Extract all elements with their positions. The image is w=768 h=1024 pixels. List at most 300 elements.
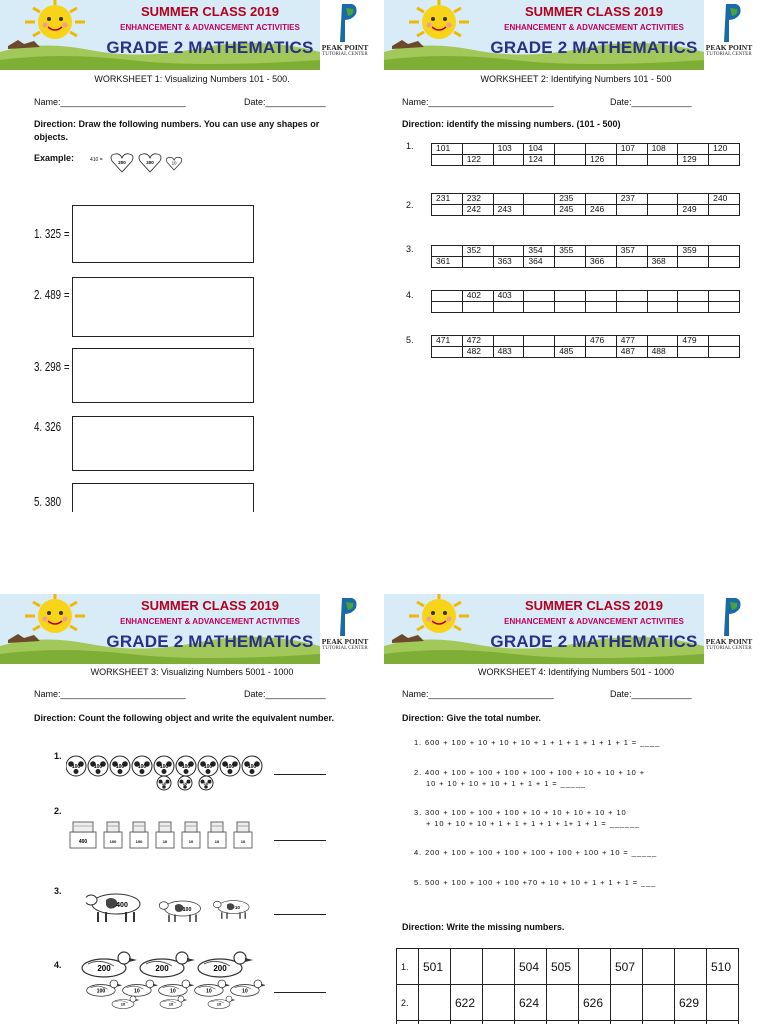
blank-cell[interactable] xyxy=(493,246,524,257)
number-cell: 624 xyxy=(515,985,547,1021)
object-value-label: 10 xyxy=(134,988,140,995)
number-cell: 472 xyxy=(462,336,493,347)
row-label xyxy=(397,1021,419,1024)
number-cell: 626 xyxy=(579,985,611,1021)
soccer-ball-icon xyxy=(178,776,192,790)
soccer-ball-icon xyxy=(220,756,240,776)
object-value-label: 10 xyxy=(168,1001,174,1007)
blank-cell[interactable] xyxy=(432,302,463,313)
sum-text: + 10 + 10 + 10 + 1 + 1 + 1 + 1 + 1+ 1 + 1 = ______ xyxy=(426,819,641,828)
number-cell: 120 xyxy=(709,144,740,155)
cash-register-icon xyxy=(182,822,200,848)
worksheet-title: WORKSHEET 1: Visualizing Numbers 101 - 500. xyxy=(94,74,290,84)
worksheet-2 xyxy=(384,0,768,512)
item-label: 2. 489 = xyxy=(34,287,70,302)
blank-cell[interactable] xyxy=(585,144,616,155)
number-cell: 363 xyxy=(493,257,524,268)
worksheet-title: WORKSHEET 3: Visualizing Numbers 5001 - 1000 xyxy=(90,667,294,677)
object-value-label: 10 xyxy=(216,1001,222,1007)
blank-cell[interactable] xyxy=(462,302,493,313)
number-cell: 485 xyxy=(555,347,586,358)
blank-cell[interactable] xyxy=(524,291,555,302)
name-field: Name:_________________________ xyxy=(34,689,186,699)
soccer-ball-icon xyxy=(132,756,152,776)
name-field: Name:_________________________ xyxy=(402,97,554,107)
blank-cell[interactable] xyxy=(647,302,678,313)
ducks-image xyxy=(70,950,265,1010)
number-cell: 242 xyxy=(462,205,493,216)
blank-cell[interactable] xyxy=(643,949,675,985)
cash-register-icon xyxy=(156,822,174,848)
grid-row xyxy=(432,257,740,268)
banner-grade: GRADE 2 MATHEMATICS xyxy=(490,632,698,651)
item-label: 2. xyxy=(54,806,62,816)
logo-name: PEAK POINT xyxy=(321,43,369,52)
number-cell: 477 xyxy=(616,336,647,347)
blank-cell[interactable] xyxy=(432,205,463,216)
number-grid xyxy=(431,335,740,358)
duck-icon xyxy=(231,980,265,996)
number-cell: 107 xyxy=(616,144,647,155)
blank-cell[interactable] xyxy=(585,194,616,205)
row-label: 1. xyxy=(406,141,414,151)
blank-cell[interactable] xyxy=(579,1021,611,1024)
grid-row xyxy=(432,336,740,347)
soccer-ball-icon xyxy=(66,756,86,776)
blank-cell[interactable] xyxy=(524,194,555,205)
number-cell: 622 xyxy=(451,985,483,1021)
object-value-label: 10 xyxy=(203,781,209,786)
number-cell: 359 xyxy=(678,246,709,257)
number-cell: 124 xyxy=(524,155,555,166)
blank-cell[interactable] xyxy=(643,1021,675,1024)
heart-icon xyxy=(139,154,161,172)
blank-cell[interactable] xyxy=(585,246,616,257)
drawing-box[interactable] xyxy=(72,277,254,337)
number-cell: 507 xyxy=(611,949,643,985)
banner-subtitle: ENHANCEMENT & ADVANCEMENT ACTIVITIES xyxy=(504,23,684,32)
blank-cell[interactable] xyxy=(524,205,555,216)
blank-cell[interactable] xyxy=(678,144,709,155)
blank-cell[interactable] xyxy=(709,246,740,257)
banner-grade: GRADE 2 MATHEMATICS xyxy=(106,38,314,57)
banner-title: SUMMER CLASS 2019 xyxy=(525,4,663,19)
object-value-label: 100 xyxy=(159,764,169,770)
duck-icon xyxy=(195,980,231,996)
object-value-label: 10 xyxy=(120,1001,126,1007)
banner xyxy=(0,594,384,664)
blank-cell[interactable] xyxy=(432,246,463,257)
answer-line[interactable] xyxy=(274,992,326,993)
object-value-label: 100 xyxy=(71,764,81,770)
object-value-label: 10 xyxy=(240,839,246,844)
blank-cell[interactable] xyxy=(675,1021,707,1024)
sum-text: 5. 500 + 100 + 100 + 100 +70 + 10 + 10 + 1 + 1 + 1 = ___ xyxy=(414,878,657,887)
number-cell: 245 xyxy=(555,205,586,216)
blank-cell[interactable] xyxy=(515,1021,547,1024)
number-cell: 355 xyxy=(555,246,586,257)
object-value-label: 200 xyxy=(213,964,227,973)
missing-numbers-table xyxy=(396,948,739,1024)
number-cell: 104 xyxy=(524,144,555,155)
blank-cell[interactable] xyxy=(483,949,515,985)
blank-cell[interactable] xyxy=(451,1021,483,1024)
cash-register-icon xyxy=(70,822,96,848)
drawing-box[interactable] xyxy=(72,348,254,403)
blank-cell[interactable] xyxy=(493,194,524,205)
logo-name: PEAK POINT xyxy=(705,637,753,646)
cow-icon xyxy=(86,894,140,922)
blank-cell[interactable] xyxy=(647,205,678,216)
sum-text: 1. 600 + 100 + 10 + 10 + 10 + 1 + 1 + 1 + 1 + 1 + 1 = ____ xyxy=(414,738,661,747)
number-cell: 231 xyxy=(432,194,463,205)
number-cell: 129 xyxy=(678,155,709,166)
banner xyxy=(384,594,768,664)
number-cell: 471 xyxy=(432,336,463,347)
object-value-label: 100 xyxy=(96,988,106,995)
soccer-ball-icon xyxy=(198,756,218,776)
blank-cell[interactable] xyxy=(547,1021,579,1024)
worksheet-title: WORKSHEET 2: Identifying Numbers 101 - 500 xyxy=(480,74,672,84)
row-label: 1. xyxy=(397,949,419,985)
blank-cell[interactable] xyxy=(709,302,740,313)
grid-row xyxy=(432,155,740,166)
blank-cell[interactable] xyxy=(709,347,740,358)
worksheet-4 xyxy=(384,594,768,1024)
cash-register-icon xyxy=(104,822,122,848)
number-cell: 237 xyxy=(616,194,647,205)
heart-icon xyxy=(111,154,133,172)
sum-problem xyxy=(414,807,640,829)
number-cell: 402 xyxy=(462,291,493,302)
blank-cell[interactable] xyxy=(555,155,586,166)
object-value-label: 10 xyxy=(162,839,168,844)
drawing-box[interactable] xyxy=(72,416,254,471)
object-value-label: 10 xyxy=(214,839,220,844)
blank-cell[interactable] xyxy=(585,302,616,313)
sum-problem xyxy=(414,847,657,858)
item-label: 1. xyxy=(54,751,62,761)
blank-cell[interactable] xyxy=(579,949,611,985)
cash-register-icon xyxy=(130,822,148,848)
example-hearts xyxy=(109,152,189,176)
blank-cell[interactable] xyxy=(709,257,740,268)
date-field: Date:____________ xyxy=(610,97,692,107)
blank-cell[interactable] xyxy=(555,302,586,313)
blank-cell[interactable] xyxy=(709,336,740,347)
row-label: 2. xyxy=(397,985,419,1021)
blank-cell[interactable] xyxy=(678,257,709,268)
blank-cell[interactable] xyxy=(493,336,524,347)
blank-cell[interactable] xyxy=(647,246,678,257)
duck-icon xyxy=(208,996,236,1009)
object-value-label: 10 xyxy=(242,988,248,995)
blank-cell[interactable] xyxy=(616,155,647,166)
number-cell: 101 xyxy=(432,144,463,155)
heart-label: 200 xyxy=(146,160,154,165)
sum-text: 10 + 10 + 10 + 10 + 1 + 1 + 1 = _____ xyxy=(426,779,586,788)
blank-cell[interactable] xyxy=(647,291,678,302)
direction: Direction: Draw the following numbers. You can use any shapes or objects. xyxy=(34,119,320,142)
grid-row xyxy=(432,291,740,302)
logo-name: PEAK POINT xyxy=(321,637,369,646)
object-value-label: 200 xyxy=(97,964,111,973)
cows-image xyxy=(86,888,266,924)
object-value-label: 10 xyxy=(161,781,167,786)
object-value-label: 100 xyxy=(181,764,191,770)
blank-cell[interactable] xyxy=(432,291,463,302)
blank-cell[interactable] xyxy=(524,347,555,358)
object-value-label: 100 xyxy=(203,764,213,770)
object-value-label: 10 xyxy=(182,781,188,786)
blank-cell[interactable] xyxy=(643,985,675,1021)
blank-cell[interactable] xyxy=(678,194,709,205)
soccer-ball-icon xyxy=(157,776,171,790)
grid-row xyxy=(432,205,740,216)
number-cell: 246 xyxy=(585,205,616,216)
duck-icon xyxy=(198,952,253,977)
banner xyxy=(384,0,768,70)
blank-cell[interactable] xyxy=(709,155,740,166)
blank-cell[interactable] xyxy=(709,291,740,302)
blank-cell[interactable] xyxy=(493,302,524,313)
soccer-ball-icon xyxy=(242,756,262,776)
worksheet-1 xyxy=(0,0,384,512)
number-cell: 352 xyxy=(462,246,493,257)
worksheet-3 xyxy=(0,594,384,1024)
row-label: 2. xyxy=(406,200,414,210)
blank-cell[interactable] xyxy=(493,155,524,166)
number-cell: 505 xyxy=(547,949,579,985)
blank-cell[interactable] xyxy=(462,257,493,268)
logo-sub: TUTORIAL CENTER xyxy=(706,52,752,57)
heart-label: 200 xyxy=(118,160,126,165)
duck-icon xyxy=(160,996,188,1009)
number-cell: 354 xyxy=(524,246,555,257)
blank-cell[interactable] xyxy=(585,347,616,358)
logo-name: PEAK POINT xyxy=(705,43,753,52)
blank-cell[interactable] xyxy=(451,949,483,985)
direction: Direction: Count the following object and write the equivalent number. xyxy=(34,713,335,723)
drawing-box[interactable] xyxy=(72,483,254,512)
direction: Direction: Write the missing numbers. xyxy=(402,922,565,932)
cash-registers-image xyxy=(66,818,271,854)
blank-cell[interactable] xyxy=(555,144,586,155)
blank-cell[interactable] xyxy=(419,985,451,1021)
row-label: 5. xyxy=(406,335,414,345)
direction: Direction: Give the total number. xyxy=(402,713,542,723)
blank-cell[interactable] xyxy=(547,985,579,1021)
grid-row xyxy=(432,246,740,257)
soccer-ball-icon xyxy=(176,756,196,776)
name-field: Name:_________________________ xyxy=(402,689,554,699)
number-cell: 476 xyxy=(585,336,616,347)
blank-cell[interactable] xyxy=(432,155,463,166)
table-row xyxy=(397,985,739,1021)
number-cell: 232 xyxy=(462,194,493,205)
cow-icon xyxy=(159,901,200,922)
sum-problem xyxy=(414,737,660,748)
duck-icon xyxy=(159,980,195,996)
duck-icon xyxy=(82,952,137,977)
heart-label: 10 xyxy=(171,160,177,166)
number-cell: 487 xyxy=(616,347,647,358)
duck-icon xyxy=(123,980,159,996)
logo-sub: TUTORIAL CENTER xyxy=(322,646,368,651)
blank-cell[interactable] xyxy=(678,302,709,313)
blank-cell[interactable] xyxy=(524,336,555,347)
blank-cell[interactable] xyxy=(555,291,586,302)
object-value-label: 100 xyxy=(115,764,125,770)
number-cell: 510 xyxy=(707,949,739,985)
number-grid xyxy=(431,143,740,166)
number-grid xyxy=(431,193,740,216)
number-cell: 403 xyxy=(493,291,524,302)
logo-sub: TUTORIAL CENTER xyxy=(706,646,752,651)
number-cell: 103 xyxy=(493,144,524,155)
blank-cell[interactable] xyxy=(432,347,463,358)
object-value-label: 400 xyxy=(78,839,88,845)
blank-cell[interactable] xyxy=(678,347,709,358)
grid-row xyxy=(432,302,740,313)
blank-cell[interactable] xyxy=(524,302,555,313)
blank-cell[interactable] xyxy=(647,155,678,166)
number-cell: 504 xyxy=(515,949,547,985)
blank-cell[interactable] xyxy=(678,291,709,302)
object-value-label: 100 xyxy=(182,906,192,913)
number-cell: 126 xyxy=(585,155,616,166)
object-value-label: 10 xyxy=(234,905,240,911)
number-cell: 108 xyxy=(647,144,678,155)
number-cell: 629 xyxy=(675,985,707,1021)
object-value-label: 100 xyxy=(93,764,103,770)
object-value-label: 10 xyxy=(170,988,176,995)
grid-row xyxy=(432,347,740,358)
cash-register-icon xyxy=(208,822,226,848)
blank-cell[interactable] xyxy=(483,985,515,1021)
banner-title: SUMMER CLASS 2019 xyxy=(141,4,279,19)
example-label: Example: xyxy=(34,153,75,163)
banner-grade: GRADE 2 MATHEMATICS xyxy=(106,632,314,651)
sum-text: 4. 200 + 100 + 100 + 100 + 100 + 100 + 100 + 10 = _____ xyxy=(414,848,658,857)
number-cell: 364 xyxy=(524,257,555,268)
object-value-label: 100 xyxy=(247,764,257,770)
banner-title: SUMMER CLASS 2019 xyxy=(141,598,279,613)
number-grid xyxy=(431,290,740,313)
number-cell: 501 xyxy=(419,949,451,985)
duck-icon xyxy=(140,952,195,977)
blank-cell[interactable] xyxy=(611,1021,643,1024)
number-cell: 483 xyxy=(493,347,524,358)
cash-register-icon xyxy=(234,822,252,848)
blank-cell[interactable] xyxy=(616,302,647,313)
blank-cell[interactable] xyxy=(555,257,586,268)
heart-icon xyxy=(166,157,181,170)
soccer-ball-icon xyxy=(154,756,174,776)
object-value-label: 200 xyxy=(155,964,169,973)
soccer-ball-icon xyxy=(199,776,213,790)
drawing-box[interactable] xyxy=(72,205,254,263)
banner-subtitle: ENHANCEMENT & ADVANCEMENT ACTIVITIES xyxy=(504,617,684,626)
item-label: 1. 325 = xyxy=(34,226,70,241)
banner-subtitle: ENHANCEMENT & ADVANCEMENT ACTIVITIES xyxy=(120,23,300,32)
soccer-balls-image xyxy=(66,754,271,794)
grid-row xyxy=(432,194,740,205)
number-cell: 243 xyxy=(493,205,524,216)
number-cell: 361 xyxy=(432,257,463,268)
blank-cell[interactable] xyxy=(616,291,647,302)
duck-icon xyxy=(112,996,140,1009)
object-value-label: 100 xyxy=(137,764,147,770)
blank-cell[interactable] xyxy=(707,985,739,1021)
number-cell: 479 xyxy=(678,336,709,347)
blank-cell[interactable] xyxy=(707,1021,739,1024)
number-cell: 488 xyxy=(647,347,678,358)
blank-cell[interactable] xyxy=(675,949,707,985)
blank-cell[interactable] xyxy=(709,205,740,216)
sum-problem xyxy=(414,877,656,888)
number-cell: 122 xyxy=(462,155,493,166)
item-label: 3. 298 = xyxy=(34,359,70,374)
item-label: 5. 380 xyxy=(34,494,62,509)
grid-row xyxy=(432,144,740,155)
date-field: Date:____________ xyxy=(610,689,692,699)
row-label: 3. xyxy=(406,244,414,254)
number-cell: 366 xyxy=(585,257,616,268)
worksheet-title: WORKSHEET 4: Identifying Numbers 501 - 1000 xyxy=(478,667,674,677)
date-field: Date:____________ xyxy=(244,97,326,107)
name-field: Name:_________________________ xyxy=(34,97,186,107)
number-grid xyxy=(431,245,740,268)
answer-line[interactable] xyxy=(274,774,326,775)
number-cell: 357 xyxy=(616,246,647,257)
object-value-label: 100 xyxy=(225,764,235,770)
blank-cell[interactable] xyxy=(616,205,647,216)
blank-cell[interactable] xyxy=(419,1021,451,1024)
blank-cell[interactable] xyxy=(462,144,493,155)
blank-cell[interactable] xyxy=(647,336,678,347)
example-equation: 410 = xyxy=(90,157,103,163)
banner-grade: GRADE 2 MATHEMATICS xyxy=(490,38,698,57)
answer-line[interactable] xyxy=(274,840,326,841)
object-value-label: 100 xyxy=(135,839,143,844)
blank-cell[interactable] xyxy=(483,1021,515,1024)
blank-cell[interactable] xyxy=(555,336,586,347)
direction: Direction: identify the missing numbers. (101 - 500) xyxy=(402,119,621,129)
object-value-label: 400 xyxy=(116,902,128,909)
row-label: 4. xyxy=(406,290,414,300)
blank-cell[interactable] xyxy=(616,257,647,268)
blank-cell[interactable] xyxy=(647,194,678,205)
item-label: 4. 326 xyxy=(34,419,62,434)
object-value-label: 10 xyxy=(206,988,212,995)
banner xyxy=(0,0,384,70)
table-row xyxy=(397,1021,739,1024)
sum-text: 3. 300 + 100 + 100 + 100 + 10 + 10 + 10 + 10 + 10 xyxy=(414,808,627,817)
number-cell: 368 xyxy=(647,257,678,268)
sum-problem xyxy=(414,767,645,789)
number-cell: 482 xyxy=(462,347,493,358)
blank-cell[interactable] xyxy=(585,291,616,302)
object-value-label: 100 xyxy=(109,839,117,844)
blank-cell[interactable] xyxy=(611,985,643,1021)
cow-icon xyxy=(213,901,249,919)
answer-line[interactable] xyxy=(274,914,326,915)
banner-subtitle: ENHANCEMENT & ADVANCEMENT ACTIVITIES xyxy=(120,617,300,626)
number-cell: 235 xyxy=(555,194,586,205)
table-row xyxy=(397,949,739,985)
number-cell: 249 xyxy=(678,205,709,216)
